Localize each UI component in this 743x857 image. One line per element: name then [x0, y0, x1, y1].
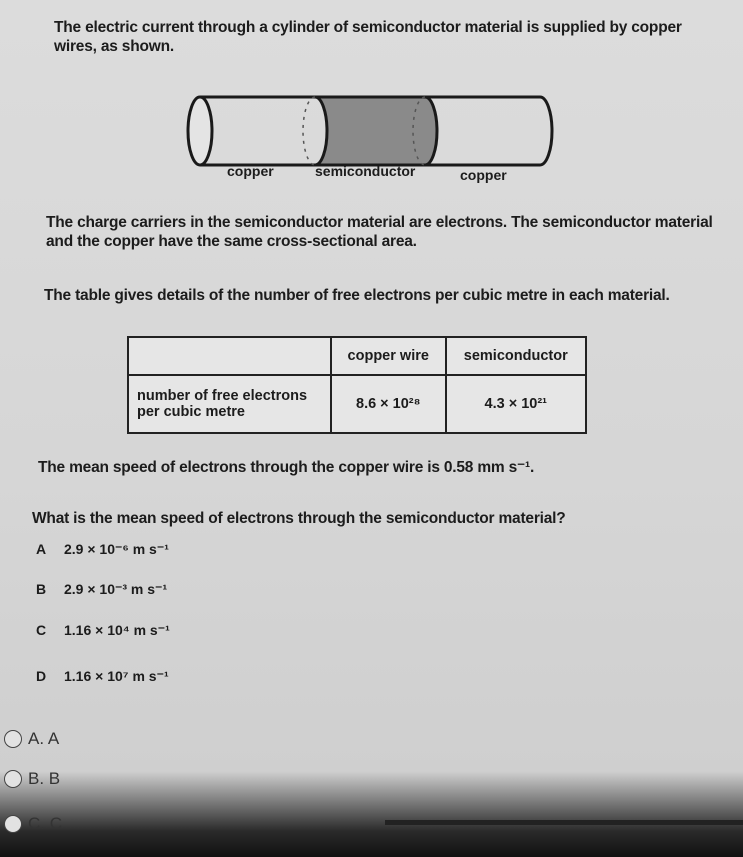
mean-speed-text: The mean speed of electrons through the copper wire is 0.58 mm s⁻¹.	[38, 459, 535, 476]
option-c-letter: C	[36, 622, 47, 638]
option-d-text: 1.16 × 10⁷ m s⁻¹	[64, 668, 169, 684]
header-semiconductor: semiconductor	[446, 337, 587, 375]
electron-density-table	[127, 336, 587, 434]
answer-choice-label: A. A	[28, 729, 60, 748]
answer-choice-c[interactable]	[4, 813, 62, 835]
divider	[385, 820, 743, 825]
label-semiconductor: semiconductor	[315, 163, 416, 179]
table-header-row	[128, 337, 586, 375]
value-semiconductor: 4.3 × 10²¹	[446, 375, 587, 433]
option-b-text: 2.9 × 10⁻³ m s⁻¹	[64, 581, 168, 597]
option-b-letter: B	[36, 581, 47, 597]
answer-choice-b[interactable]	[4, 768, 60, 790]
option-c-text: 1.16 × 10⁴ m s⁻¹	[64, 622, 170, 638]
radio-button[interactable]	[4, 815, 22, 833]
carriers-text: The charge carriers in the semiconductor material are electrons. The semiconductor material and the copper have the same cross-sectional area.	[46, 214, 713, 250]
value-copper: 8.6 × 10²⁸	[331, 375, 446, 433]
option-a-text: 2.9 × 10⁻⁶ m s⁻¹	[64, 541, 169, 557]
table-row	[128, 375, 586, 433]
radio-button[interactable]	[4, 730, 22, 748]
label-copper-left: copper	[227, 163, 274, 179]
radio-button[interactable]	[4, 770, 22, 788]
label-copper-right: copper	[460, 167, 507, 183]
answer-choice-a[interactable]	[4, 728, 59, 750]
answer-choice-label: C. C	[28, 814, 62, 833]
question-intro: The electric current through a cylinder of semiconductor material is supplied by copper wires, as shown.	[54, 19, 682, 55]
cylinder-diagram	[170, 85, 570, 185]
header-copper-wire: copper wire	[331, 337, 446, 375]
option-d-letter: D	[36, 668, 47, 684]
row-label: number of free electrons per cubic metre	[128, 375, 331, 433]
answer-choice-label: B. B	[28, 769, 61, 788]
option-a-letter: A	[36, 541, 47, 557]
table-intro: The table gives details of the number of free electrons per cubic metre in each material.	[44, 287, 670, 304]
question-prompt: What is the mean speed of electrons through the semiconductor material?	[32, 510, 566, 527]
table-corner-cell	[128, 337, 331, 375]
